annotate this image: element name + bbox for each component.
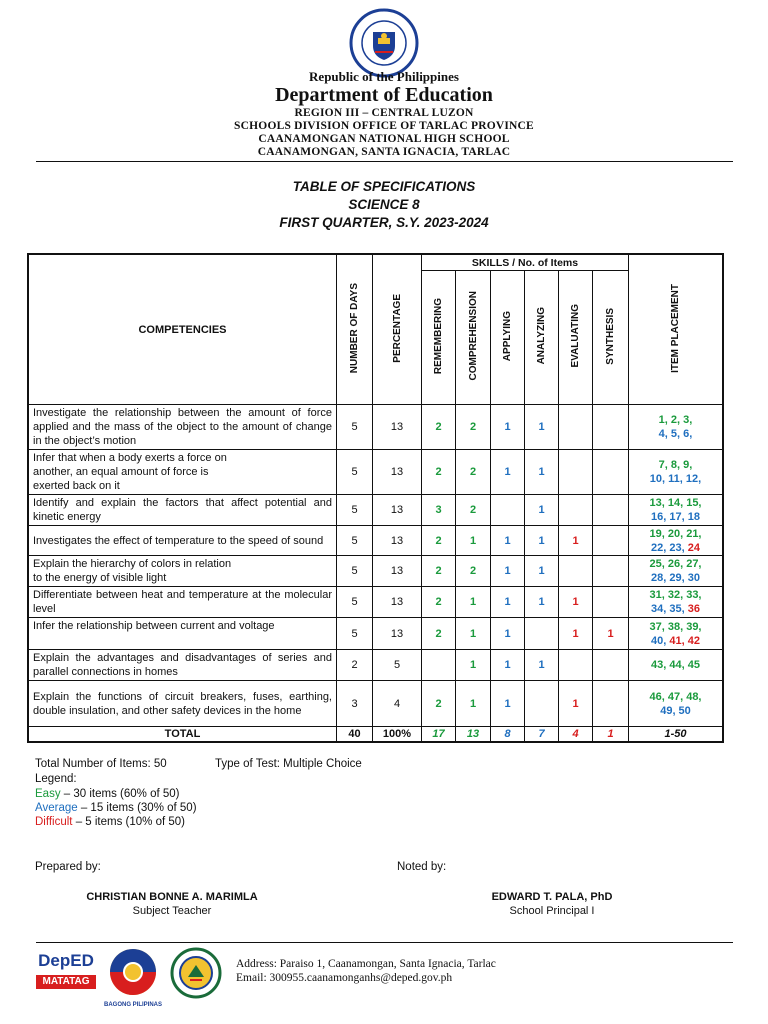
applying-cell: 1 [491,405,525,450]
applying-cell [491,495,525,526]
legend-average: Average – 15 items (30% of 50) [35,802,197,814]
placement-cell: 46, 47, 48, 49, 50 [629,681,723,727]
skill-header-evaluating: EVALUATING [559,271,593,405]
subject-title: SCIENCE 8 [348,197,420,212]
evaluating-cell [559,650,593,681]
synthesis-cell [593,405,629,450]
skill-header-applying: APPLYING [491,271,525,405]
table-row [29,450,723,495]
header-divider [36,161,733,162]
analyzing-cell: 1 [525,526,559,556]
legend-label: Legend: [35,773,77,785]
analyzing-cell: 1 [525,495,559,526]
remembering-cell: 2 [422,405,456,450]
prepared-label: Prepared by: [35,861,101,873]
table-row [29,526,723,556]
percentage-cell: 13 [373,556,422,587]
table-row [29,618,723,650]
days-cell: 5 [337,618,373,650]
percentage-cell: 5 [373,650,422,681]
bagong-pilipinas-logo: BAGONG PILIPINAS [104,947,162,1009]
table-row [29,495,723,526]
placement-cell: 19, 20, 21, 22, 23, 24 [629,526,723,556]
days-cell: 5 [337,556,373,587]
evaluating-cell: 1 [559,681,593,727]
synthesis-cell [593,450,629,495]
deped-matatag-logo: DepED MATATAG [36,951,96,997]
analyzing-cell: 1 [525,587,559,618]
competency-cell: Infer the relationship between current and voltage [29,618,337,650]
total-comprehension: 13 [456,727,491,742]
evaluating-cell [559,556,593,587]
synthesis-cell [593,526,629,556]
applying-cell: 1 [491,556,525,587]
footer-divider [36,942,733,943]
applying-cell: 1 [491,618,525,650]
total-analyzing: 7 [525,727,559,742]
skill-header-remembering: REMEMBERING [422,271,456,405]
percentage-cell: 4 [373,681,422,727]
total-evaluating: 4 [559,727,593,742]
remembering-cell: 2 [422,526,456,556]
synthesis-cell [593,495,629,526]
placement-cell: 25, 26, 27, 28, 29, 30 [629,556,723,587]
applying-cell: 1 [491,681,525,727]
total-items: Total Number of Items: 50 [35,758,167,770]
division-line: SCHOOLS DIVISION OFFICE OF TARLAC PROVINCE [234,120,534,132]
analyzing-cell [525,681,559,727]
days-cell: 5 [337,587,373,618]
evaluating-cell [559,405,593,450]
table-row [29,556,723,587]
days-cell: 5 [337,526,373,556]
synthesis-cell [593,556,629,587]
total-label: TOTAL [29,727,337,742]
total-placement: 1-50 [629,727,723,742]
remembering-cell: 2 [422,556,456,587]
analyzing-cell: 1 [525,450,559,495]
comprehension-cell: 1 [456,650,491,681]
total-remembering: 17 [422,727,456,742]
competency-cell: Explain the advantages and disadvantages of series and parallel connections in homes [29,650,337,681]
noted-title: School Principal I [509,905,595,917]
competency-cell: Explain the hierarchy of colors in relation to the energy of visible light [29,556,337,587]
comprehension-cell: 2 [456,556,491,587]
placement-header: ITEM PLACEMENT [629,255,723,405]
competency-cell: Identify and explain the factors that affect potential and kinetic energy [29,495,337,526]
comprehension-cell: 1 [456,587,491,618]
days-header: NUMBER OF DAYS [337,255,373,405]
school-seal-logo [170,947,222,999]
location-line: CAANAMONGAN, SANTA IGNACIA, TARLAC [257,146,511,158]
evaluating-cell: 1 [559,618,593,650]
evaluating-cell: 1 [559,587,593,618]
prepared-title: Subject Teacher [132,905,212,917]
days-cell: 5 [337,495,373,526]
test-type: Type of Test: Multiple Choice [215,758,362,770]
days-cell: 2 [337,650,373,681]
comprehension-cell: 2 [456,450,491,495]
comprehension-cell: 2 [456,495,491,526]
days-cell: 3 [337,681,373,727]
percentage-cell: 13 [373,526,422,556]
analyzing-cell: 1 [525,556,559,587]
email-line[interactable]: Email: 300955.caanamonganhs@deped.gov.ph [236,972,453,984]
total-percentage: 100% [373,727,422,742]
skill-header-comprehension: COMPREHENSION [456,271,491,405]
skills-header: SKILLS / No. of Items [422,255,629,271]
applying-cell: 1 [491,650,525,681]
table-row [29,587,723,618]
legend-easy: Easy – 30 items (60% of 50) [35,788,180,800]
remembering-cell [422,650,456,681]
remembering-cell: 2 [422,681,456,727]
competency-cell: Differentiate between heat and temperature at the molecular level [29,587,337,618]
synthesis-cell [593,587,629,618]
percentage-cell: 13 [373,495,422,526]
analyzing-cell [525,618,559,650]
total-applying: 8 [491,727,525,742]
evaluating-cell [559,450,593,495]
region-line: REGION III – CENTRAL LUZON [294,107,474,119]
placement-cell: 43, 44, 45 [629,650,723,681]
percentage-header: PERCENTAGE [373,255,422,405]
competency-cell: Infer that when a body exerts a force on another, an equal amount of force is exerted back on it [29,450,337,495]
comprehension-cell: 1 [456,526,491,556]
placement-cell: 1, 2, 3, 4, 5, 6, [629,405,723,450]
comprehension-cell: 1 [456,681,491,727]
days-cell: 5 [337,450,373,495]
comprehension-cell: 1 [456,618,491,650]
synthesis-cell: 1 [593,618,629,650]
days-cell: 5 [337,405,373,450]
placement-cell: 37, 38, 39, 40, 41, 42 [629,618,723,650]
deped-seal [349,8,419,78]
synthesis-cell [593,681,629,727]
applying-cell: 1 [491,587,525,618]
table-row [29,405,723,450]
remembering-cell: 2 [422,450,456,495]
noted-name: EDWARD T. PALA, PhD [491,891,613,903]
remembering-cell: 2 [422,587,456,618]
comprehension-cell: 2 [456,405,491,450]
placement-cell: 31, 32, 33, 34, 35, 36 [629,587,723,618]
placement-cell: 13, 14, 15, 16, 17, 18 [629,495,723,526]
total-synthesis: 1 [593,727,629,742]
prepared-name: CHRISTIAN BONNE A. MARIMLA [86,891,258,903]
republic-line: Republic of the Philippines [309,69,459,84]
percentage-cell: 13 [373,587,422,618]
competency-cell: Investigate the relationship between the amount of force applied and the mass of the object to the amount of change in the object’s motion [29,405,337,450]
competency-cell: Explain the functions of circuit breakers, fuses, earthing, double insulation, and other safety devices in the home [29,681,337,727]
analyzing-cell: 1 [525,650,559,681]
skill-header-analyzing: ANALYZING [525,271,559,405]
competencies-header: COMPETENCIES [29,255,337,405]
remembering-cell: 2 [422,618,456,650]
address-line: Address: Paraiso 1, Caanamongan, Santa Ignacia, Tarlac [236,958,496,970]
applying-cell: 1 [491,526,525,556]
total-row [29,727,723,742]
remembering-cell: 3 [422,495,456,526]
legend-difficult: Difficult – 5 items (10% of 50) [35,816,185,828]
table-row [29,681,723,727]
table-row [29,650,723,681]
placement-cell: 7, 8, 9, 10, 11, 12, [629,450,723,495]
tos-title: TABLE OF SPECIFICATIONS [292,179,476,194]
department-title: Department of Education [275,84,493,106]
evaluating-cell: 1 [559,526,593,556]
total-days: 40 [337,727,373,742]
noted-label: Noted by: [397,861,447,873]
percentage-cell: 13 [373,618,422,650]
percentage-cell: 13 [373,405,422,450]
skill-header-synthesis: SYNTHESIS [593,271,629,405]
analyzing-cell: 1 [525,405,559,450]
synthesis-cell [593,650,629,681]
school-line: CAANAMONGAN NATIONAL HIGH SCHOOL [258,133,510,145]
competency-cell: Investigates the effect of temperature to the speed of sound [29,526,337,556]
applying-cell: 1 [491,450,525,495]
evaluating-cell [559,495,593,526]
specifications-table [28,254,723,742]
percentage-cell: 13 [373,450,422,495]
quarter-title: FIRST QUARTER, S.Y. 2023-2024 [279,215,489,230]
